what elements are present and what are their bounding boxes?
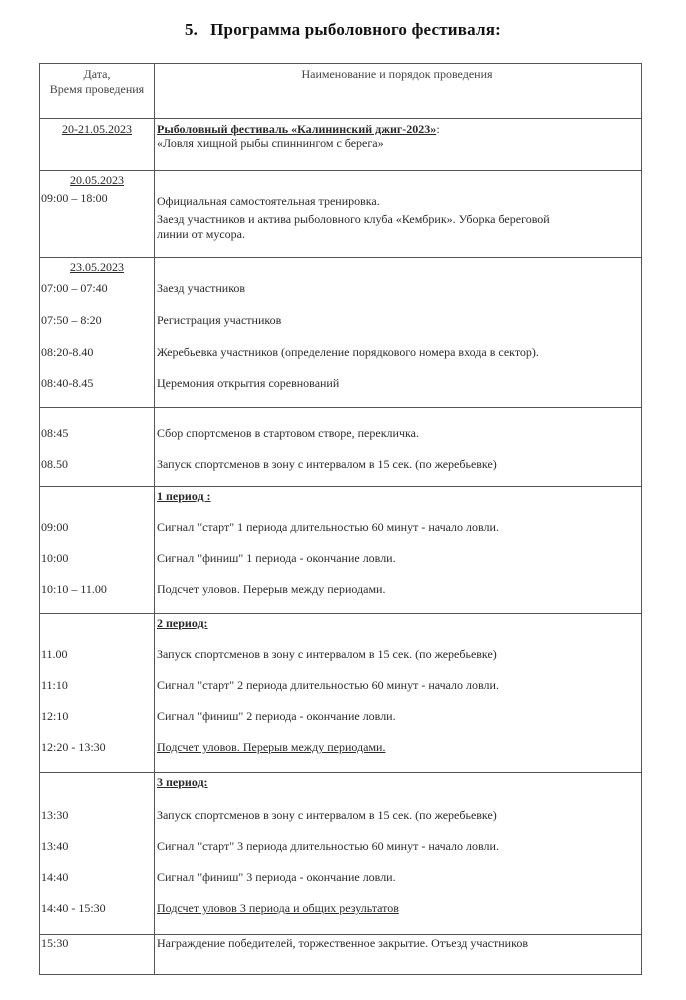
row-time: 15:30 xyxy=(41,936,69,950)
table-header-row xyxy=(40,64,641,118)
row-time: 08:45 xyxy=(41,426,69,440)
row-text: Запуск спортсменов в зону с интервалом в 15 сек. (по жеребьевке) xyxy=(157,457,497,471)
row-date: 23.05.2023 xyxy=(70,260,124,274)
row-time: 12:20 - 13:30 xyxy=(41,740,106,754)
row-text: Сигнал "финиш" 3 периода - окончание ловли. xyxy=(157,870,396,884)
header-date-line1: Дата, xyxy=(83,67,111,81)
table-row xyxy=(40,118,641,171)
table-row xyxy=(40,772,641,935)
table-row xyxy=(40,486,641,614)
row-text: Сигнал "финиш" 1 периода - окончание ловли. xyxy=(157,551,396,565)
row-text: Сбор спортсменов в стартовом створе, перекличка. xyxy=(157,426,419,440)
row-text: Официальная самостоятельная тренировка. xyxy=(157,194,380,208)
row-time: 14:40 - 15:30 xyxy=(41,901,106,915)
period-heading: 2 период: xyxy=(157,616,208,630)
row-text: Подсчет уловов. Перерыв между периодами. xyxy=(157,740,386,754)
row-time: 08:20-8.40 xyxy=(41,345,94,359)
row-text: Заезд участников и актива рыболовного клуба «Кембрик». Уборка береговой xyxy=(157,212,550,226)
period-heading: 1 период : xyxy=(157,489,211,503)
page-title xyxy=(0,20,686,40)
header-name: Наименование и порядок проведения xyxy=(301,67,493,81)
row-text: Церемония открытия соревнований xyxy=(157,376,340,390)
row-date: 20.05.2023 xyxy=(70,173,124,187)
row-text: Подсчет уловов. Перерыв между периодами. xyxy=(157,582,386,596)
row-text: Подсчет уловов 3 периода и общих результатов xyxy=(157,901,399,915)
row-text: Награждение победителей, торжественное закрытие. Отъезд участников xyxy=(157,936,528,950)
program-table xyxy=(39,63,642,975)
title-text: Программа рыболовного фестиваля: xyxy=(210,20,502,39)
header-date-line2: Время проведения xyxy=(49,82,145,96)
table-row xyxy=(40,934,641,975)
row-time: 09:00 xyxy=(41,520,69,534)
row-text: Сигнал "старт" 3 периода длительностью 60 минут - начало ловли. xyxy=(157,839,499,853)
festival-heading: Рыболовный фестиваль «Калининский джиг-2023»: xyxy=(157,122,440,136)
row-text: Заезд участников xyxy=(157,281,246,295)
period-heading: 3 период: xyxy=(157,775,208,789)
table-row xyxy=(40,257,641,408)
row-time: 11.00 xyxy=(41,647,68,661)
table-row xyxy=(40,170,641,258)
row-time: 11:10 xyxy=(41,678,68,692)
row-text: Жеребьевка участников (определение порядкового номера входа в сектор). xyxy=(157,345,539,359)
row-text: Сигнал "финиш" 2 периода - окончание ловли. xyxy=(157,709,396,723)
row-time: 07:00 – 07:40 xyxy=(41,281,108,295)
row-time: 13:40 xyxy=(41,839,69,853)
row-time: 12:10 xyxy=(41,709,69,723)
row-time: 07:50 – 8:20 xyxy=(41,313,102,327)
table-row xyxy=(40,613,641,773)
row-time: 08:40-8.45 xyxy=(41,376,94,390)
row-time: 10:10 – 11.00 xyxy=(41,582,107,596)
festival-subtitle: «Ловля хищной рыбы спиннингом с берега» xyxy=(157,136,384,150)
row-text: Запуск спортсменов в зону с интервалом в 15 сек. (по жеребьевке) xyxy=(157,647,497,661)
row-time: 13:30 xyxy=(41,808,69,822)
row-date: 20-21.05.2023 xyxy=(62,122,132,136)
section-number: 5. xyxy=(184,20,199,39)
row-text: Запуск спортсменов в зону с интервалом в 15 сек. (по жеребьевке) xyxy=(157,808,497,822)
row-text: Сигнал "старт" 2 периода длительностью 60 минут - начало ловли. xyxy=(157,678,499,692)
table-row xyxy=(40,407,641,487)
row-text: Регистрация участников xyxy=(157,313,282,327)
row-text: Сигнал "старт" 1 периода длительностью 60 минут - начало ловли. xyxy=(157,520,499,534)
row-time: 09:00 – 18:00 xyxy=(41,191,108,205)
row-time: 14:40 xyxy=(41,870,69,884)
row-time: 10:00 xyxy=(41,551,69,565)
row-time: 08.50 xyxy=(41,457,68,471)
row-text: линии от мусора. xyxy=(157,227,246,241)
